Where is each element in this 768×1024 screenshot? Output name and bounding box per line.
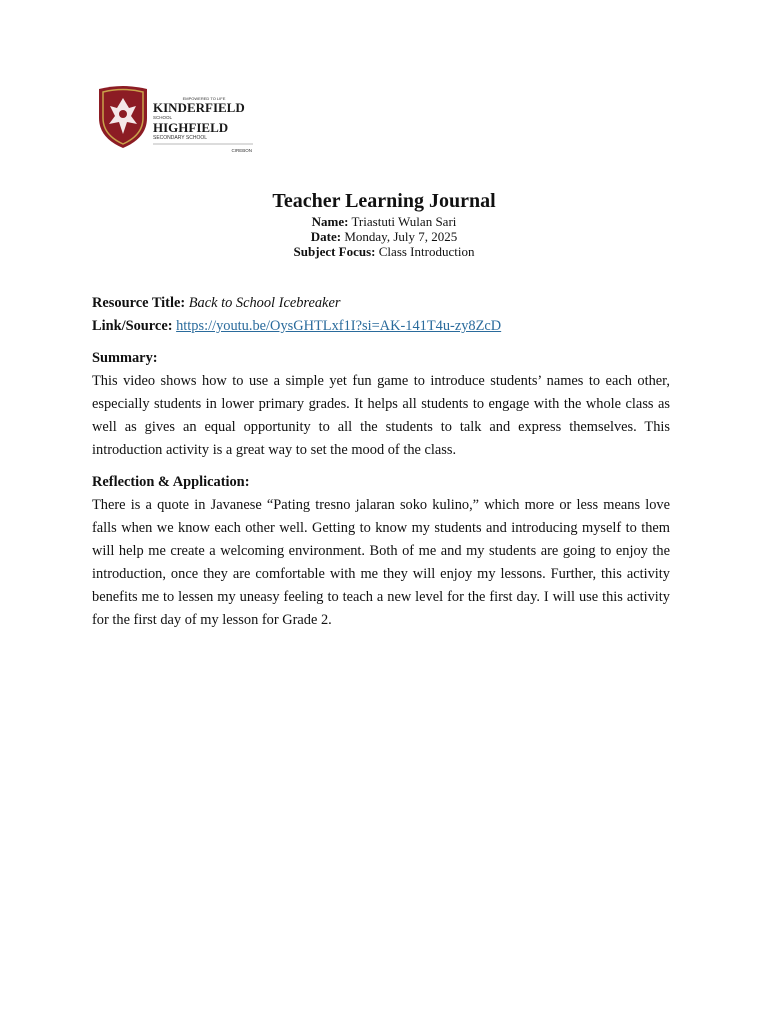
resource-title-label: Resource Title: (92, 295, 186, 311)
logo-line1: KINDERFIELD (153, 100, 245, 115)
resource-title-value: Back to School Icebreaker (188, 295, 341, 311)
subject-line (0, 244, 768, 259)
journal-header (0, 188, 768, 259)
link-source-field (92, 315, 670, 338)
school-logo (96, 84, 256, 156)
reflection-text: There is a quote in Javanese “Pating tresno jalaran soko kulino,” which more or less means love falls when we know each other well. Getting to know my students and introducing myself to them will help me create a welcoming environment. Both of me and my students are going to enjoy the introduction, once they are comfortable with me they will enjoy my lessons. Further, this activity benefits me to lessen my uneasy feeling to teach a new level for the first day. I will use this activity for the first day of my lesson for Grade 2. (92, 497, 670, 628)
subject-label: Subject Focus: (293, 244, 376, 259)
crest-shield-icon (99, 86, 147, 148)
logo-tagline: EMPOWERED TO LIFE (182, 96, 226, 101)
subject-value: Class Introduction (378, 244, 475, 259)
reflection-heading: Reflection & Application: (92, 474, 250, 490)
resource-link[interactable]: https://youtu.be/OysGHTLxf1I?si=AK-141T4u-zy8ZcD (176, 318, 502, 334)
logo-city: CIREBON (231, 148, 252, 153)
name-label: Name: (311, 214, 349, 229)
page-title: Teacher Learning Journal (272, 190, 496, 212)
summary-heading: Summary: (92, 350, 158, 366)
resource-title-field (92, 292, 670, 315)
journal-body (92, 292, 670, 632)
link-source-label: Link/Source: (92, 318, 173, 334)
summary-text: This video shows how to use a simple yet fun game to introduce students’ names to each other, especially students in lower primary grades. It helps all students to engage with the whole class as well as gives an equal opportunity to all the students to talk and express themselves. This introduction activity is a great way to set the mood of the class. (92, 373, 670, 458)
name-value: Triastuti Wulan Sari (351, 214, 457, 229)
date-label: Date: (310, 229, 342, 244)
date-line (0, 229, 768, 244)
logo-line2: HIGHFIELD (153, 120, 229, 135)
name-line (0, 214, 768, 229)
date-value: Monday, July 7, 2025 (344, 229, 458, 244)
logo-line1-sub: SCHOOL (153, 115, 173, 120)
logo-line2-sub: SECONDARY SCHOOL (153, 135, 207, 141)
